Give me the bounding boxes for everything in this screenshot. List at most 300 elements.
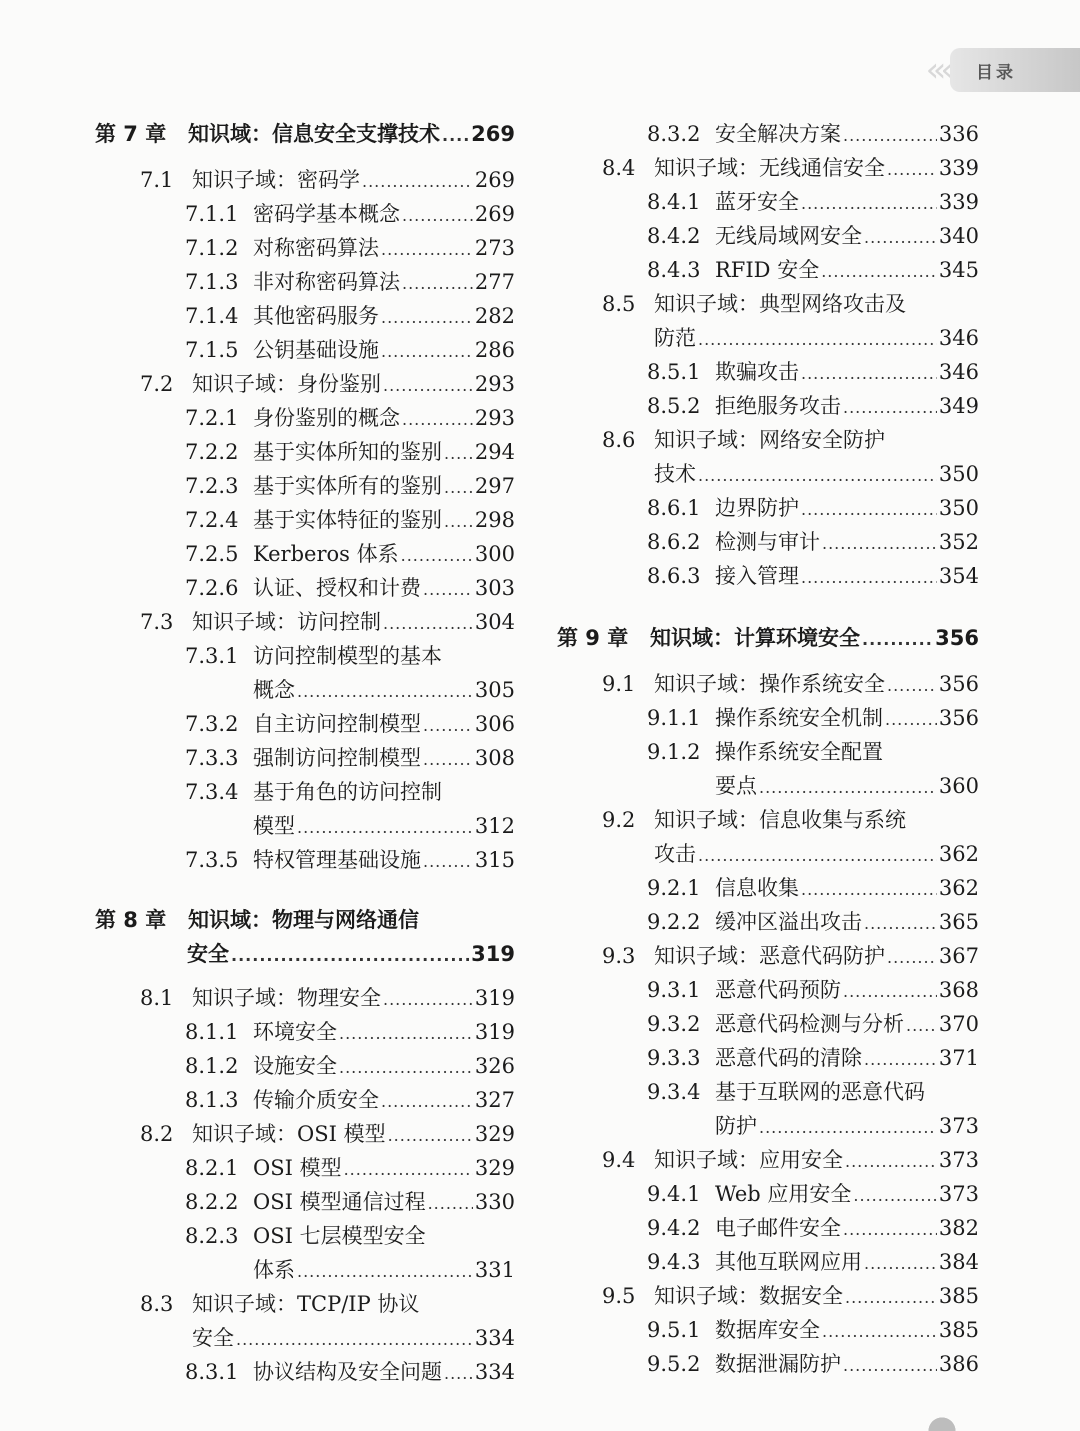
toc-title: 知识子域：典型网络攻击及 [654,292,906,316]
toc-leader-dots [843,1220,937,1239]
toc-leader-dots [801,568,937,587]
toc-number: 8.1.3 [185,1088,239,1112]
page-corner-ornament [922,1417,962,1431]
toc-number: 8.6.1 [647,496,701,520]
toc-title: 缓冲区溢出攻击 [715,910,862,934]
toc-subsection-entry[interactable] [647,1008,979,1040]
toc-leader-dots [444,444,473,463]
toc-leader-dots [822,534,937,553]
toc-number: 9.5.1 [647,1318,701,1342]
toc-subsection-entry[interactable] [185,538,515,570]
toc-section-entry[interactable] [602,804,979,836]
toc-title: 防范 [654,326,696,350]
toc-number: 7.2.4 [185,508,239,532]
toc-leader-dots [843,398,937,417]
toc-page-number: 345 [938,258,979,282]
toc-subsection-entry[interactable] [647,906,979,938]
toc-leader-dots [381,342,473,361]
toc-leader-dots [297,1262,473,1281]
toc-number: 7.1.4 [185,304,239,328]
toc-title: 非对称密码算法 [253,270,400,294]
toc-subsection-entry[interactable] [185,1186,515,1218]
toc-leader-dots [381,308,473,327]
toc-title: 攻击 [654,842,696,866]
toc-leader-dots [843,126,937,145]
toc-page-number: 319 [474,986,515,1010]
toc-subsection-entry[interactable] [185,1152,515,1184]
toc-page-number: 334 [474,1326,515,1350]
toc-number: 7.1.3 [185,270,239,294]
toc-title: 其他密码服务 [253,304,379,328]
toc-section-entry[interactable] [654,322,979,354]
toc-subsection-entry[interactable] [647,1076,979,1108]
toc-page-number: 297 [474,474,515,498]
toc-subsection-entry[interactable] [715,770,979,802]
toc-title: 协议结构及安全问题 [253,1360,442,1384]
toc-leader-dots [698,846,937,865]
toc-number: 7.3.3 [185,746,239,770]
toc-subsection-entry[interactable] [185,232,515,264]
toc-leader-dots [698,466,937,485]
toc-subsection-entry[interactable] [187,938,515,970]
toc-leader-dots [231,946,469,965]
toc-subsection-entry[interactable] [715,1110,979,1142]
toc-page-number: 273 [474,236,515,260]
toc-subsection-entry[interactable] [647,702,979,734]
toc-title: Web 应用安全 [715,1182,852,1206]
toc-number: 9.3 [602,944,636,968]
toc-section-entry[interactable] [192,1322,515,1354]
toc-number: 9.2 [602,808,636,832]
toc-page-number: 386 [938,1352,979,1376]
toc-number: 9.2.1 [647,876,701,900]
toc-section-entry[interactable] [140,164,515,196]
toc-subsection-entry[interactable] [185,266,515,298]
toc-subsection-entry[interactable] [647,1042,979,1074]
toc-page-number: 382 [938,1216,979,1240]
toc-number: 8.6.2 [647,530,701,554]
toc-number: 8.5.2 [647,394,701,418]
toc-header-tab: 目录 [950,48,1080,92]
toc-page-number: 373 [938,1148,979,1172]
toc-page-number: 327 [474,1088,515,1112]
toc-page-number: 269 [474,202,515,226]
toc-leader-dots [864,228,937,247]
toc-leader-dots [822,1322,937,1341]
toc-leader-dots [339,1024,473,1043]
toc-page-number: 339 [938,190,979,214]
toc-title: 知识域：计算环境安全 [650,626,860,650]
toc-subsection-entry[interactable] [647,1178,979,1210]
toc-number: 7.2 [140,372,174,396]
toc-title: 接入管理 [715,564,799,588]
toc-leader-dots [843,982,937,1001]
toc-page-number: 300 [474,542,515,566]
toc-page-number: 326 [474,1054,515,1078]
toc-number: 8.2.3 [185,1224,239,1248]
toc-subsection-entry[interactable] [185,1356,515,1388]
toc-number: 7.3.4 [185,780,239,804]
toc-leader-dots [423,750,473,769]
toc-number: 8.4.1 [647,190,701,214]
toc-number: 第 9 章 [557,626,629,650]
toc-title: 无线局域网安全 [715,224,862,248]
toc-subsection-entry[interactable] [185,1016,515,1048]
toc-title: 密码学基本概念 [253,202,400,226]
toc-title: 身份鉴别的概念 [253,406,400,430]
toc-subsection-entry[interactable] [185,1084,515,1116]
toc-title: 恶意代码检测与分析 [715,1012,904,1036]
toc-number: 9.3.3 [647,1046,701,1070]
toc-number: 9.2.2 [647,910,701,934]
tab-chevron-icon: «‹ [925,50,948,90]
toc-page-number: 362 [938,842,979,866]
toc-subsection-entry[interactable] [647,1348,979,1380]
toc-title: 蓝牙安全 [715,190,799,214]
toc-number: 7.1.1 [185,202,239,226]
toc-page-number: 370 [938,1012,979,1036]
toc-number: 7.2.3 [185,474,239,498]
toc-page-number: 346 [938,360,979,384]
toc-chapter-entry[interactable] [95,118,515,150]
toc-number: 8.5 [602,292,636,316]
toc-subsection-entry[interactable] [647,254,979,286]
toc-number: 9.3.4 [647,1080,701,1104]
toc-page-number: 350 [938,496,979,520]
toc-number: 8.4 [602,156,636,180]
toc-page-number: 385 [938,1318,979,1342]
toc-page-number: 384 [938,1250,979,1274]
toc-title: 知识子域：访问控制 [192,610,381,634]
toc-page-number: 329 [474,1122,515,1146]
toc-title: 基于实体所知的鉴别 [253,440,442,464]
toc-number: 9.4.2 [647,1216,701,1240]
toc-number: 8.2.2 [185,1190,239,1214]
toc-title: 边界防护 [715,496,799,520]
toc-subsection-entry[interactable] [253,1254,515,1286]
toc-page-number: 356 [935,626,979,650]
toc-leader-dots [801,364,937,383]
toc-subsection-entry[interactable] [185,334,515,366]
toc-subsection-entry[interactable] [647,492,979,524]
toc-page-number: 293 [474,372,515,396]
toc-page-number: 350 [938,462,979,486]
toc-title: 公钥基础设施 [253,338,379,362]
toc-leader-dots [401,546,473,565]
toc-number: 9.3.1 [647,978,701,1002]
toc-number: 7.1.2 [185,236,239,260]
toc-leader-dots [843,1356,937,1375]
toc-section-entry[interactable] [654,458,979,490]
toc-title: OSI 模型通信过程 [253,1190,426,1214]
toc-title: 知识子域：OSI 模型 [192,1122,386,1146]
toc-leader-dots [383,376,473,395]
toc-leader-dots [801,880,937,899]
toc-title: 概念 [253,678,295,702]
toc-section-entry[interactable] [654,838,979,870]
toc-leader-dots [423,716,473,735]
toc-number: 8.2.1 [185,1156,239,1180]
toc-title: 设施安全 [253,1054,337,1078]
toc-number: 8.3 [140,1292,174,1316]
toc-leader-dots [402,274,473,293]
toc-page-number: 373 [938,1182,979,1206]
toc-leader-dots [821,262,937,281]
toc-title: RFID 安全 [715,258,820,282]
toc-leader-dots [698,330,937,349]
toc-title: 基于实体特征的鉴别 [253,508,442,532]
toc-leader-dots [801,194,937,213]
toc-leader-dots [759,1118,937,1137]
toc-title: 知识域：信息安全支撑技术 [188,122,440,146]
toc-page-number: 385 [938,1284,979,1308]
toc-section-entry[interactable] [140,368,515,400]
toc-subsection-entry[interactable] [647,1212,979,1244]
toc-number: 8.6 [602,428,636,452]
toc-number: 7.2.1 [185,406,239,430]
toc-leader-dots [383,990,473,1009]
toc-title: 知识子域：身份鉴别 [192,372,381,396]
toc-number: 7.2.5 [185,542,239,566]
toc-page-number: 277 [474,270,515,294]
toc-number: 8.2 [140,1122,174,1146]
toc-page-number: 346 [938,326,979,350]
toc-title: 拒绝服务攻击 [715,394,841,418]
toc-leader-dots [885,710,937,729]
toc-page-number: 371 [938,1046,979,1070]
toc-chapter-entry[interactable] [557,622,979,654]
toc-section-entry[interactable] [602,668,979,700]
toc-leader-dots [388,1126,473,1145]
toc-page-number: 269 [471,122,515,146]
toc-number: 9.1.1 [647,706,701,730]
toc-title: 基于互联网的恶意代码 [715,1080,925,1104]
toc-number: 9.4.3 [647,1250,701,1274]
toc-title: 传输介质安全 [253,1088,379,1112]
toc-page-number: 304 [474,610,515,634]
toc-number: 7.1 [140,168,174,192]
toc-section-entry[interactable] [602,940,979,972]
toc-number: 7.3 [140,610,174,634]
toc-subsection-entry[interactable] [647,356,979,388]
toc-title: 知识子域：操作系统安全 [654,672,885,696]
toc-section-entry[interactable] [140,1288,515,1320]
toc-page-number: 293 [474,406,515,430]
toc-page-number: 286 [474,338,515,362]
toc-title: Kerberos 体系 [253,542,399,566]
toc-page-number: 312 [474,814,515,838]
toc-title: 操作系统安全机制 [715,706,883,730]
toc-subsection-entry[interactable] [647,1246,979,1278]
toc-leader-dots [402,206,473,225]
toc-title: 恶意代码的清除 [715,1046,862,1070]
toc-page-number: 349 [938,394,979,418]
toc-leader-dots [444,512,473,531]
toc-leader-dots [864,1254,937,1273]
toc-number: 9.1.2 [647,740,701,764]
toc-subsection-entry[interactable] [647,560,979,592]
toc-section-entry[interactable] [602,1280,979,1312]
toc-leader-dots [442,126,469,145]
toc-leader-dots [864,914,937,933]
toc-subsection-entry[interactable] [185,844,515,876]
toc-title: 认证、授权和计费 [253,576,421,600]
toc-page-number: 319 [471,942,515,966]
toc-subsection-entry[interactable] [647,186,979,218]
toc-page-number: 315 [474,848,515,872]
toc-subsection-entry[interactable] [185,436,515,468]
toc-subsection-entry[interactable] [185,640,515,672]
toc-subsection-entry[interactable] [185,742,515,774]
toc-title: 要点 [715,774,757,798]
toc-leader-dots [444,478,473,497]
toc-leader-dots [236,1330,473,1349]
toc-number: 8.3.2 [647,122,701,146]
toc-number: 9.5.2 [647,1352,701,1376]
toc-leader-dots [423,580,473,599]
toc-number: 8.3.1 [185,1360,239,1384]
toc-page-number: 306 [474,712,515,736]
toc-leader-dots [297,818,473,837]
toc-page-number: 303 [474,576,515,600]
toc-page-number: 329 [474,1156,515,1180]
toc-leader-dots [862,630,933,649]
toc-title: 模型 [253,814,295,838]
toc-leader-dots [887,948,937,967]
toc-section-entry[interactable] [140,606,515,638]
toc-leader-dots [887,676,937,695]
toc-title: 知识域：物理与网络通信 [188,908,419,932]
toc-page-number: 336 [938,122,979,146]
toc-page-number: 331 [474,1258,515,1282]
toc-number: 9.4 [602,1148,636,1172]
toc-page-number: 330 [474,1190,515,1214]
toc-title: 恶意代码预防 [715,978,841,1002]
toc-title: 信息收集 [715,876,799,900]
toc-subsection-entry[interactable] [647,220,979,252]
toc-section-entry[interactable] [140,982,515,1014]
toc-title: 知识子域：信息收集与系统 [654,808,906,832]
toc-subsection-entry[interactable] [185,708,515,740]
toc-subsection-entry[interactable] [647,736,979,768]
toc-page-number: 365 [938,910,979,934]
toc-subsection-entry[interactable] [253,810,515,842]
toc-subsection-entry[interactable] [185,1220,515,1252]
toc-number: 8.4.2 [647,224,701,248]
toc-leader-dots [887,160,937,179]
toc-subsection-entry[interactable] [647,390,979,422]
toc-number: 8.1.2 [185,1054,239,1078]
toc-leader-dots [853,1186,936,1205]
toc-section-entry[interactable] [602,152,979,184]
toc-subsection-entry[interactable] [647,872,979,904]
toc-subsection-entry[interactable] [185,776,515,808]
toc-page-number: 352 [938,530,979,554]
toc-number: 7.2.6 [185,576,239,600]
toc-number: 8.6.3 [647,564,701,588]
toc-subsection-entry[interactable] [185,470,515,502]
toc-number: 7.3.5 [185,848,239,872]
toc-section-entry[interactable] [140,1118,515,1150]
toc-title: 知识子域：应用安全 [654,1148,843,1172]
toc-title: OSI 模型 [253,1156,342,1180]
toc-page-number: 305 [474,678,515,702]
toc-leader-dots [383,614,473,633]
toc-leader-dots [444,1364,473,1383]
toc-subsection-entry[interactable] [185,198,515,230]
toc-page-number: 282 [474,304,515,328]
toc-title: 知识子域：密码学 [192,168,360,192]
toc-title: 安全解决方案 [715,122,841,146]
toc-page-number: 356 [938,672,979,696]
toc-title: 欺骗攻击 [715,360,799,384]
toc-number: 9.1 [602,672,636,696]
toc-subsection-entry[interactable] [185,1050,515,1082]
toc-title: 数据库安全 [715,1318,820,1342]
toc-subsection-entry[interactable] [253,674,515,706]
toc-subsection-entry[interactable] [647,118,979,150]
toc-section-entry[interactable] [602,424,979,456]
toc-leader-dots [381,240,473,259]
toc-number: 9.3.2 [647,1012,701,1036]
toc-title: 安全 [192,1326,234,1350]
toc-page-number: 356 [938,706,979,730]
toc-leader-dots [845,1288,937,1307]
toc-subsection-entry[interactable] [647,1314,979,1346]
toc-page-number: 373 [938,1114,979,1138]
toc-leader-dots [845,1152,937,1171]
toc-title: 电子邮件安全 [715,1216,841,1240]
toc-title: 知识子域：恶意代码防护 [654,944,885,968]
toc-title: 访问控制模型的基本 [253,644,442,668]
toc-number: 7.3.2 [185,712,239,736]
toc-title: 基于实体所有的鉴别 [253,474,442,498]
toc-section-entry[interactable] [602,288,979,320]
toc-title: 体系 [253,1258,295,1282]
toc-leader-dots [423,852,473,871]
toc-number: 8.5.1 [647,360,701,384]
toc-leader-dots [339,1058,473,1077]
toc-title: 其他互联网应用 [715,1250,862,1274]
toc-leader-dots [801,500,937,519]
toc-title: 知识子域：网络安全防护 [654,428,885,452]
toc-subsection-entry[interactable] [185,572,515,604]
toc-page-number: 368 [938,978,979,1002]
toc-subsection-entry[interactable] [185,300,515,332]
toc-subsection-entry[interactable] [185,504,515,536]
toc-title: 特权管理基础设施 [253,848,421,872]
toc-page-number: 298 [474,508,515,532]
toc-subsection-entry[interactable] [647,974,979,1006]
toc-subsection-entry[interactable] [185,402,515,434]
toc-leader-dots [297,682,473,701]
toc-number: 第 8 章 [95,908,167,932]
toc-title: 检测与审计 [715,530,820,554]
toc-leader-dots [759,778,937,797]
toc-chapter-entry[interactable] [95,904,515,936]
toc-title: 操作系统安全配置 [715,740,883,764]
toc-number: 9.5 [602,1284,636,1308]
toc-leader-dots [864,1050,937,1069]
toc-title: 自主访问控制模型 [253,712,421,736]
toc-title: 知识子域：物理安全 [192,986,381,1010]
toc-leader-dots [402,410,473,429]
toc-title: 数据泄漏防护 [715,1352,841,1376]
toc-subsection-entry[interactable] [647,526,979,558]
toc-page-number: 354 [938,564,979,588]
toc-section-entry[interactable] [602,1144,979,1176]
toc-title: OSI 七层模型安全 [253,1224,426,1248]
